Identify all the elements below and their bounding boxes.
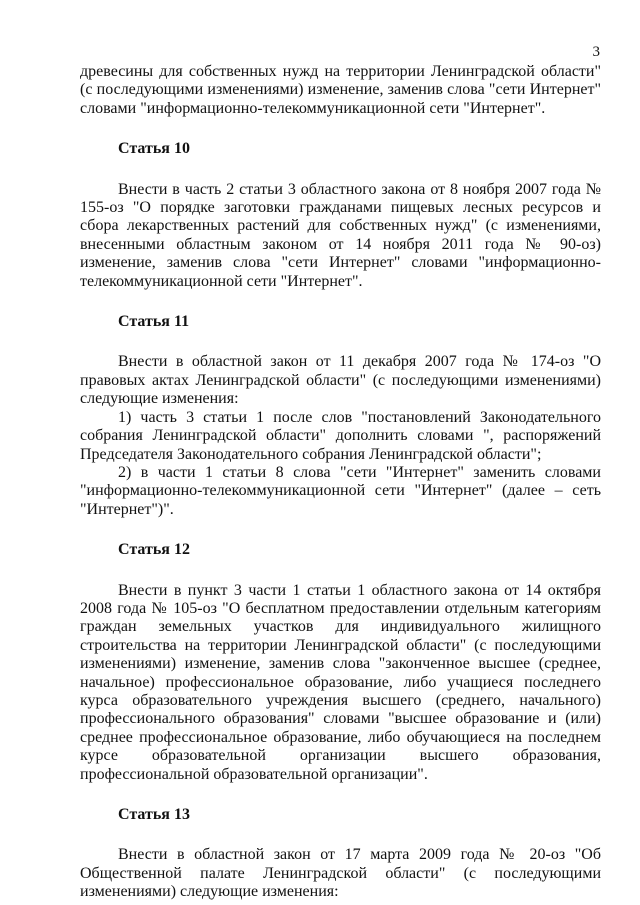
article-heading-10: Статья 10 [118, 140, 190, 158]
article-13-paragraph: Внести в областной закон от 17 марта 2009 года № 20-оз "Об Общественной палате Ленинградской области" (с последующими изменениями) следующие изменения: [80, 846, 601, 901]
page-number: 3 [592, 44, 600, 60]
article-11-intro-paragraph: Внести в областной закон от 11 декабря 2007 года № 174-оз "О правовых актах Ленинградской области" (с последующими изменениями) следующие изменения: [80, 353, 601, 408]
article-12-paragraph: Внести в пункт 3 части 1 статьи 1 областного закона от 14 октября 2008 года № 105-оз "О бесплатном предоставлении отдельным категориям граждан земельных участков для индивидуального жилищного строительства на территории Ленинградской области" (с последующими изменениями) изменение, заменив слова "законченное высшее (среднее, начальное) профессиональное образование, либо учащиеся последнего курса образовательного учреждения высшего (среднего, начального) профессионального образования" словами "высшее образование и (или) среднее профессиональное образование, либо обучающиеся на последнем курсе образовательной организации высшего образования, профессиональной образовательной организации". [80, 581, 601, 783]
paragraph-continuation: древесины для собственных нужд на территории Ленинградской области" (с последующими изменениями) изменение, заменив слова "сети Интернет" словами "информационно-телекоммуникационной сети "Интернет". [80, 63, 601, 117]
article-11-item-2: 2) в части 1 статьи 8 слова "сети "Интернет" заменить словами "информационно-телекоммуникационной сети "Интернет" (далее – сеть "Интернет")". [80, 463, 601, 518]
article-heading-11: Статья 11 [118, 313, 190, 331]
article-10-paragraph: Внести в часть 2 статьи 3 областного закона от 8 ноября 2007 года № 155-оз "О порядке заготовки гражданами пищевых лесных ресурсов и сбора лекарственных растений для собственных нужд" (с изменениями, внесенными областным законом от 14 ноября 2011 года № 90-оз) изменение, заменив слова "сети Интернет" словами "информационно-телекоммуникационной сети "Интернет". [80, 180, 601, 290]
article-11-item-1: 1) часть 3 статьи 1 после слов "постановлений Законодательного собрания Ленинградской области" дополнить словами ", распоряжений Председателя Законодательного собрания Ленинградской области"; [80, 408, 601, 463]
article-heading-12: Статья 12 [118, 541, 190, 559]
article-heading-13: Статья 13 [118, 806, 190, 823]
document-body [80, 63, 601, 902]
